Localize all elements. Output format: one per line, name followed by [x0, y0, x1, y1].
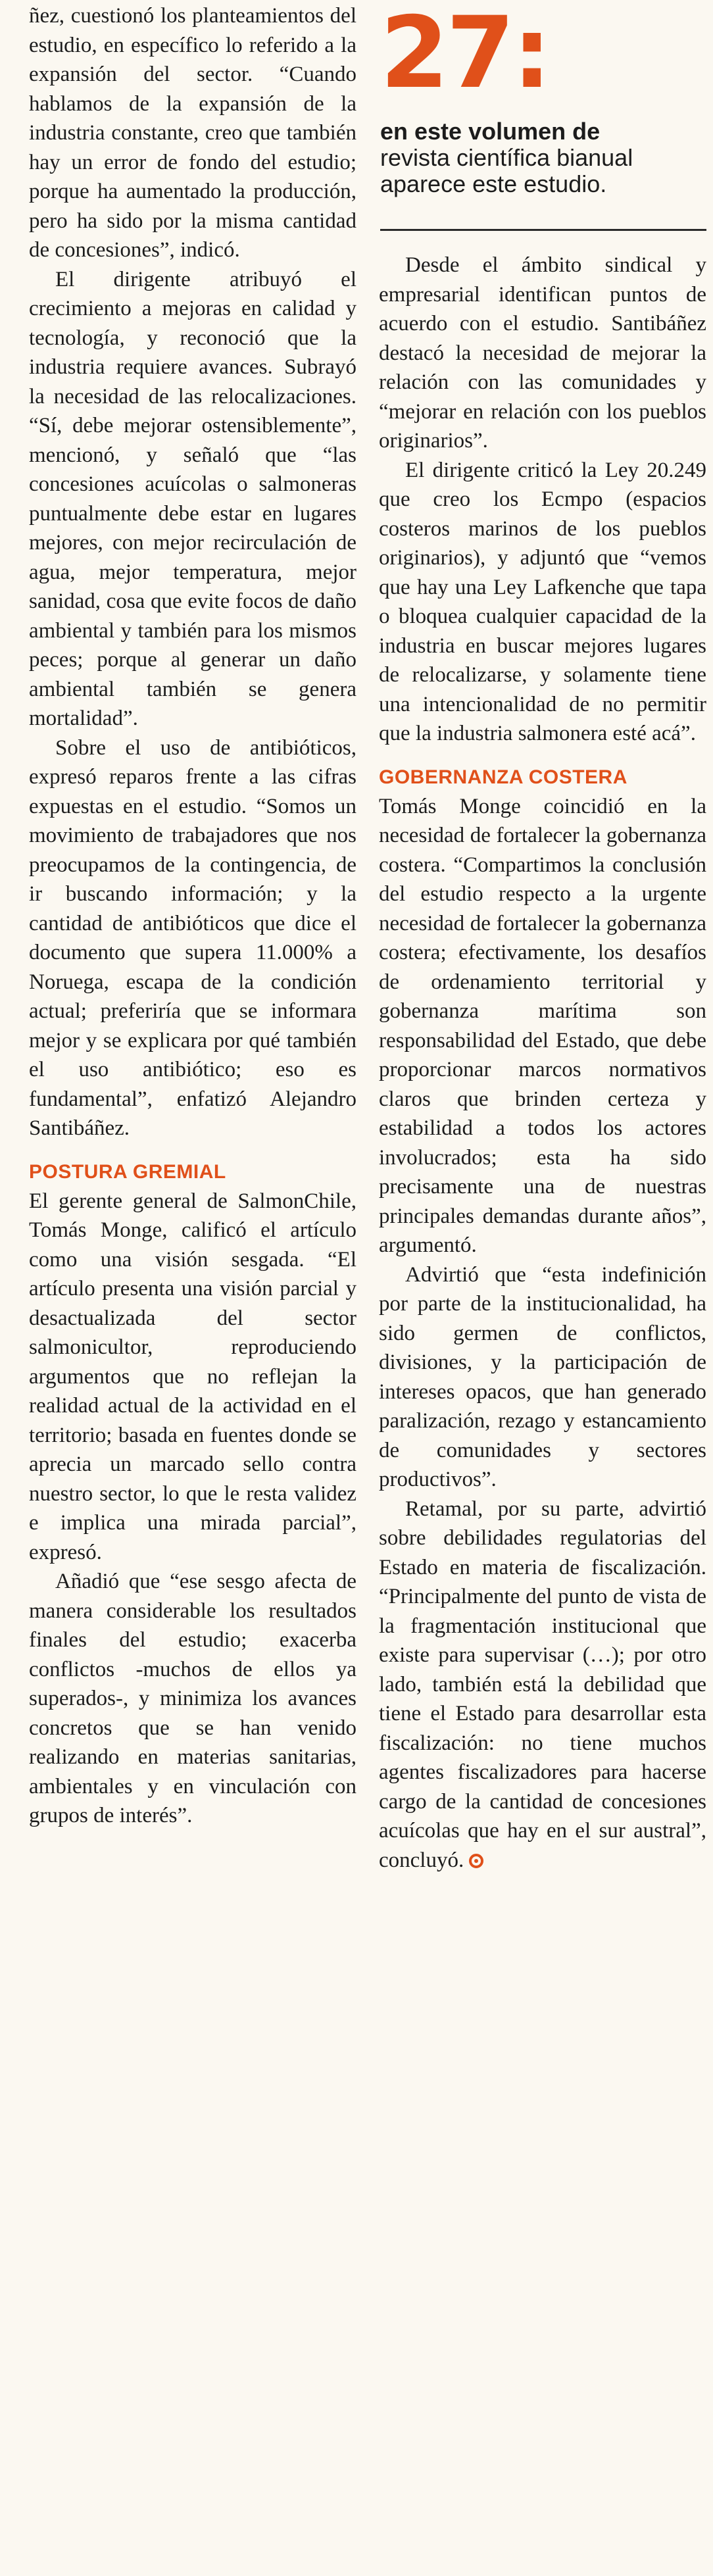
circle-end-mark-icon	[469, 1854, 483, 1868]
stat-caption	[380, 118, 706, 197]
stat-caption-rest: revista científica bianual aparece este estudio.	[380, 144, 633, 197]
article-paragraph: Añadió que “ese sesgo afecta de manera considerable los resultados finales del estudio; exacerba conflictos -muchos de ellos ya superados-, y minimiza los avances concretos que se han venido realizando en materias sanitarias, ambientales y en vinculación con grupos de interés”.	[29, 1570, 356, 1827]
left-column	[29, 0, 356, 1831]
stat-number: 27:	[380, 0, 549, 111]
article-paragraph: El dirigente atribuyó el crecimiento a mejoras en calidad y tecnología, y reconoció que la industria requiere avances. Subrayó la necesidad de las relocalizaciones. “Sí, debe mejorar ostensiblemente”, mencionó, y señaló que “las concesiones acuícolas o salmoneras puntualmente debe estar en lugares mejores, con mejor recirculación de agua, mejor temperatura, mejor sanidad, cosa que evite focos de daño ambiental y también para los mismos peces; porque al generar un daño ambiental también se genera mortalidad”.	[29, 267, 356, 730]
article-paragraph: El gerente general de SalmonChile, Tomás Monge, calificó el artículo como una visión sesgada. “El artículo presenta una visión parcial y desactualizada del sector salmonicultor, reproduciendo argumentos que no reflejan la realidad actual de la actividad en el territorio; basada en fuentes donde se aprecia un marcado sello contra nuestro sector, lo que le resta validez e implica una mirada parcial”, expresó.	[29, 1189, 356, 1564]
article-paragraph: El dirigente criticó la Ley 20.249 que creo los Ecmpo (espacios costeros marinos de los pueblos originarios), y adjuntó que “vemos que hay una Ley Lafkenche que tapa o bloquea cualquier capacidad de la industria en buscar mejores lugares de relocalizarse, y solamente tiene una intencionalidad de no permitir que la industria salmonera esté acá”.	[379, 458, 706, 745]
right-column	[379, 0, 706, 1875]
article-paragraph: ñez, cuestionó los planteamientos del estudio, en específico lo referido a la expansión del sector. “Cuando hablamos de la expansión de la industria constante, creo que también hay un error de fondo del estudio; porque ha aumentado la producción, pero ha sido por la misma cantidad de concesiones”, indicó.	[29, 4, 356, 262]
article-paragraph: Desde el ámbito sindical y empresarial identifican puntos de acuerdo con el estudio. Santibáñez destacó la necesidad de mejorar la relación con las comunidades y “mejorar en relación con los pueblos originarios”.	[379, 253, 706, 453]
stat-box	[379, 0, 706, 231]
section-heading-gobernanza-costera: GOBERNANZA COSTERA	[379, 766, 627, 788]
stat-box-divider	[380, 229, 706, 231]
article-paragraph: Sobre el uso de antibióticos, expresó reparos frente a las cifras expuestas en el estudio. “Somos un movimiento de trabajadores que nos preocupamos de la contingencia, de ir buscando información; y la cantidad de antibióticos que dice el documento que supera 11.000% a Noruega, escapa de la condición actual; preferiría que se informara mejor y se explicara por qué también el uso antibiótico; eso es fundamental”, enfatizó Alejandro Santibáñez.	[29, 735, 356, 1140]
article-paragraph: Advirtió que “esta indefinición por parte de la institucionalidad, ha sido germen de conflictos, divisiones, y la participación de intereses opacos, que han generado paralización, rezago y estancamiento de comunidades y sectores productivos”.	[379, 1262, 706, 1491]
article-paragraph	[379, 1495, 706, 1875]
article-paragraph: Tomás Monge coincidió en la necesidad de fortalecer la gobernanza costera. “Compartimos la conclusión del estudio respecto a la urgente necesidad de fortalecer la gobernanza costera; efectivamente, los desafíos de ordenamiento territorial y gobernanza marítima son responsabilidad del Estado, que debe proporcionar marcos normativos claros que brinden certeza y estabilidad a todos los actores involucrados; esta ha sido precisamente una de nuestras principales demandas durante años”, argumentó.	[379, 794, 706, 1257]
section-heading-postura-gremial: POSTURA GREMIAL	[29, 1160, 226, 1183]
closing-paragraph-text: Retamal, por su parte, advirtió sobre debilidades regulatorias del Estado en materia de fiscalización. “Principalmente del punto de vista de la fragmentación institucional que existe para supervisar (…); por otro lado, también está la debilidad que tiene el Estado para desarrollar esta fiscalización: no tiene muchos agentes fiscalizadores para hacerse cargo de la cantidad de concesiones acuícolas que hay en el sur austral”, concluyó.	[379, 1497, 706, 1872]
stat-caption-lead: en este volumen de	[380, 118, 601, 145]
